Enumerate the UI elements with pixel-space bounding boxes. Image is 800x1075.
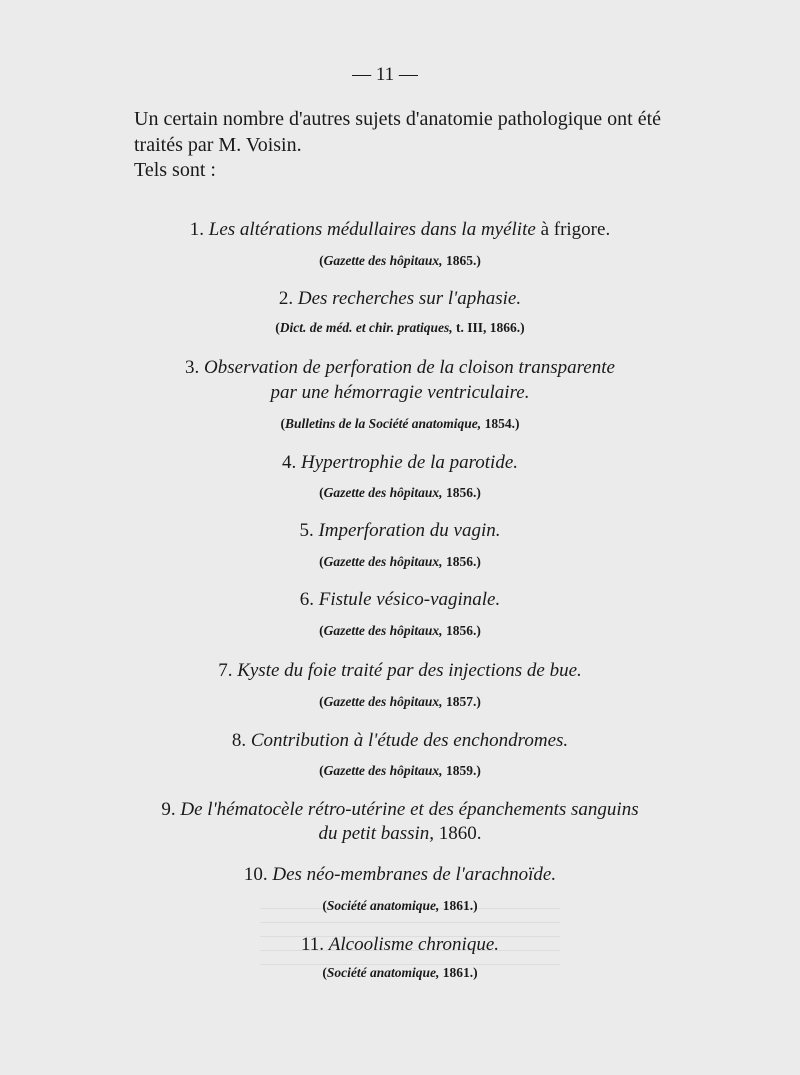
reference-source: Gazette des hôpitaux, [323, 485, 443, 500]
entry-title-continued: du petit bassin, [318, 823, 435, 844]
intro-line-2: traités par M. Voisin. [134, 134, 302, 156]
entry-1-title [0, 218, 800, 242]
entry-1-reference: (Gazette des hôpitaux, 1865.) [319, 253, 481, 268]
reference-year: 1861.) [442, 965, 478, 980]
entry-7-reference: (Gazette des hôpitaux, 1857.) [319, 694, 481, 709]
reference-year: 1861.) [442, 898, 478, 913]
entry-8-reference: (Gazette des hôpitaux, 1859.) [319, 763, 481, 778]
entry-number: 8. [231, 730, 247, 751]
reference-source: Dict. de méd. et chir. pratiques, [279, 320, 453, 335]
entry-title-tail: 1860. [434, 823, 482, 844]
entry-10-reference: (Société anatomique, 1861.) [322, 898, 478, 913]
entry-11-title [0, 933, 800, 957]
entry-title: Des recherches sur l'aphasie. [297, 288, 522, 309]
entry-3-title [0, 356, 800, 380]
reference-year: 1865.) [445, 253, 481, 268]
entry-title-tail: à frigore. [535, 219, 611, 240]
reference-year: 1857.) [445, 694, 481, 709]
entry-title: Kyste du foie traité par des injections de bue. [237, 660, 582, 681]
entry-title: Les altérations médullaires dans la myélite [208, 219, 536, 240]
entry-9-title [0, 798, 800, 822]
page-number: — 11 — [352, 64, 418, 85]
entry-2-reference: (Dict. de méd. et chir. pratiques, t. III, 1866.) [275, 320, 525, 335]
entry-4-title [0, 451, 800, 475]
entry-title: Des néo-membranes de l'arachnoïde. [272, 864, 557, 885]
reference-source: Gazette des hôpitaux, [323, 763, 443, 778]
reference-source: Gazette des hôpitaux, [323, 694, 443, 709]
entry-number: 1. [189, 219, 205, 240]
entry-title: De l'hématocèle rétro-utérine et des épanchements sanguins [180, 799, 639, 820]
entry-10-title [0, 863, 800, 887]
entry-title: Hypertrophie de la parotide. [300, 452, 519, 473]
entry-9-title-line-2 [0, 822, 800, 846]
entry-7-title [0, 659, 800, 683]
entry-title: Observation de perforation de la cloison transparente [204, 357, 615, 378]
entry-5-reference: (Gazette des hôpitaux, 1856.) [319, 554, 481, 569]
reference-year: t. III, 1866.) [456, 320, 525, 335]
entry-number: 9. [161, 799, 176, 820]
entry-title: Alcoolisme chronique. [328, 934, 500, 955]
reference-source: Gazette des hôpitaux, [323, 253, 443, 268]
entry-number: 10. [243, 864, 268, 885]
reference-source: Gazette des hôpitaux, [323, 554, 443, 569]
entry-6-reference: (Gazette des hôpitaux, 1856.) [319, 623, 481, 638]
reference-year: 1854.) [484, 416, 520, 431]
entry-number: 7. [218, 660, 233, 681]
reference-year: 1859.) [445, 763, 481, 778]
entry-3-reference: (Bulletins de la Société anatomique, 1854.) [280, 416, 520, 431]
entry-number: 3. [185, 357, 200, 378]
entry-6-title [0, 588, 800, 612]
entry-number: 2. [278, 288, 294, 309]
entry-title-continued: par une hémorragie ventriculaire. [270, 382, 530, 403]
entry-number: 6. [299, 589, 314, 610]
entry-3-title-line-2 [0, 381, 800, 405]
entry-title: Contribution à l'étude des enchondromes. [250, 730, 569, 751]
entry-2-title [0, 287, 800, 311]
entry-number: 11. [300, 934, 325, 955]
entry-5-title [0, 519, 800, 543]
reference-source: Gazette des hôpitaux, [323, 623, 443, 638]
entry-8-title [0, 729, 800, 753]
reference-source: Société anatomique, [326, 965, 440, 980]
entry-title: Fistule vésico-vaginale. [318, 589, 501, 610]
entry-number: 5. [299, 520, 314, 541]
entry-number: 4. [281, 452, 297, 473]
reference-source: Société anatomique, [326, 898, 440, 913]
intro-line-1: Un certain nombre d'autres sujets d'anatomie pathologique ont été [134, 108, 662, 130]
entry-4-reference: (Gazette des hôpitaux, 1856.) [319, 485, 481, 500]
intro-line-3: Tels sont : [134, 159, 216, 181]
entry-title: Imperforation du vagin. [318, 520, 501, 541]
reference-year: 1856.) [445, 485, 481, 500]
entry-11-reference: (Société anatomique, 1861.) [322, 965, 478, 980]
reference-year: 1856.) [445, 623, 481, 638]
reference-source: Bulletins de la Société anatomique, [285, 416, 482, 431]
reference-year: 1856.) [445, 554, 481, 569]
